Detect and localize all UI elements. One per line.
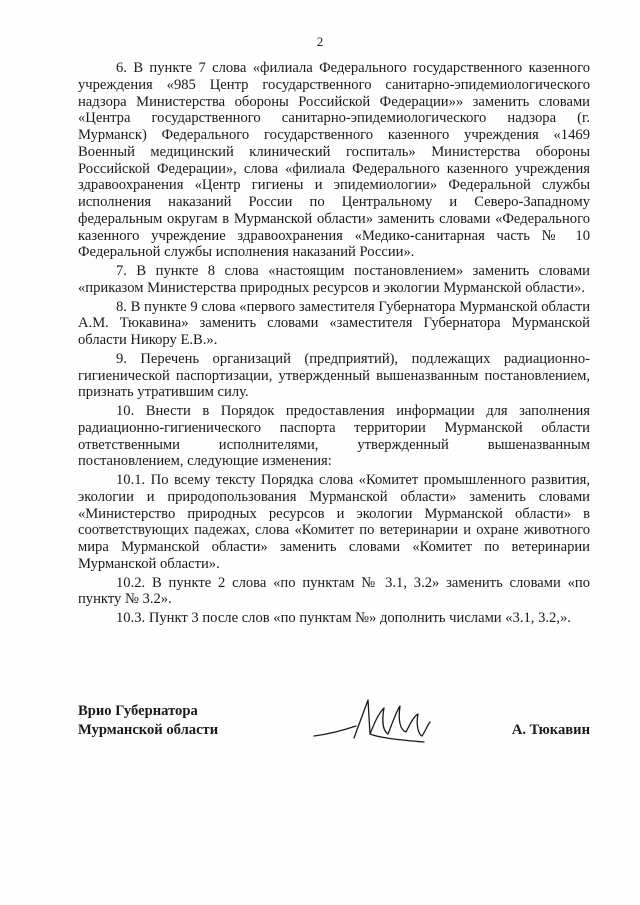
signatory-title-line2: Мурманской области [78, 722, 219, 738]
signatory-title [78, 702, 218, 740]
page-number: 2 [316, 34, 324, 49]
paragraph-10-3: 10.3. Пункт 3 после слов «по пунктам №» дополнить числами «3.1, 3.2,». [116, 610, 571, 626]
signatory-title-line1: Врио Губернатора [78, 703, 198, 719]
paragraph-10: 10. Внести в Порядок предоставления информации для заполнения радиационно-гигиенического паспорта территории Мурманской области ответственными исполнителями, утвержденный вышеназванным постановлением, следующие изменения: [78, 403, 590, 470]
paragraph-7: 7. В пункте 8 слова «настоящим постановлением» заменить словами «приказом Министерства природных ресурсов и экологии Мурманской области». [78, 263, 590, 296]
paragraph-9: 9. Перечень организаций (предприятий), подлежащих радиационно-гигиенической паспортизации, утвержденный вышеназванным постановлением, признать утратившим силу. [78, 350, 590, 401]
paragraph-10-2: 10.2. В пункте 2 слова «по пунктам № 3.1, 3.2» заменить словами «по пункту № 3.2». [78, 574, 590, 608]
signatory-name: А. Тюкавин [511, 722, 590, 738]
document-body [78, 60, 590, 629]
paragraph-6: 6. В пункте 7 слова «филиала Федерального государственного казенного учреждения «985 Центр государственного санитарно-эпидемиологического надзора Министерства обороны Российской Федерации»» заменить словами «Центра государственного санитарно-эпидемиологического надзора (г. Мурманск) Федерального государственного казенного учреждения «1469 Военный медицинский клинический госпиталь» Министерства обороны Российской Федерации», слова «филиала Федерального казенного учреждения здравоохранения «Центр гигиены и эпидемиологии» Федеральной службы исполнения наказаний России по Центральному и Северо-Западному федеральным округам в Мурманской области» заменить словами «Федерального казенного учреждение здравоохранения «Медико-санитарная часть № 10 Федеральной службы исполнения наказаний России». [78, 60, 590, 261]
paragraph-8: 8. В пункте 9 слова «первого заместителя Губернатора Мурманской области А.М. Тюкавина» заменить словами «заместителя Губернатора Мурманской области Никору Е.В.». [78, 298, 590, 348]
handwritten-signature [310, 694, 440, 750]
signature-block [78, 700, 590, 748]
paragraph-10-1: 10.1. По всему тексту Порядка слова «Комитет промышленного развития, экологии и природопользования Мурманской области» заменить словами «Министерство природных ресурсов и экологии Мурманской области» в соответствующих падежах, слова «Комитет по ветеринарии и охране животного мира Мурманской области» заменить словами «Комитет по ветеринарии Мурманской области». [78, 472, 590, 572]
